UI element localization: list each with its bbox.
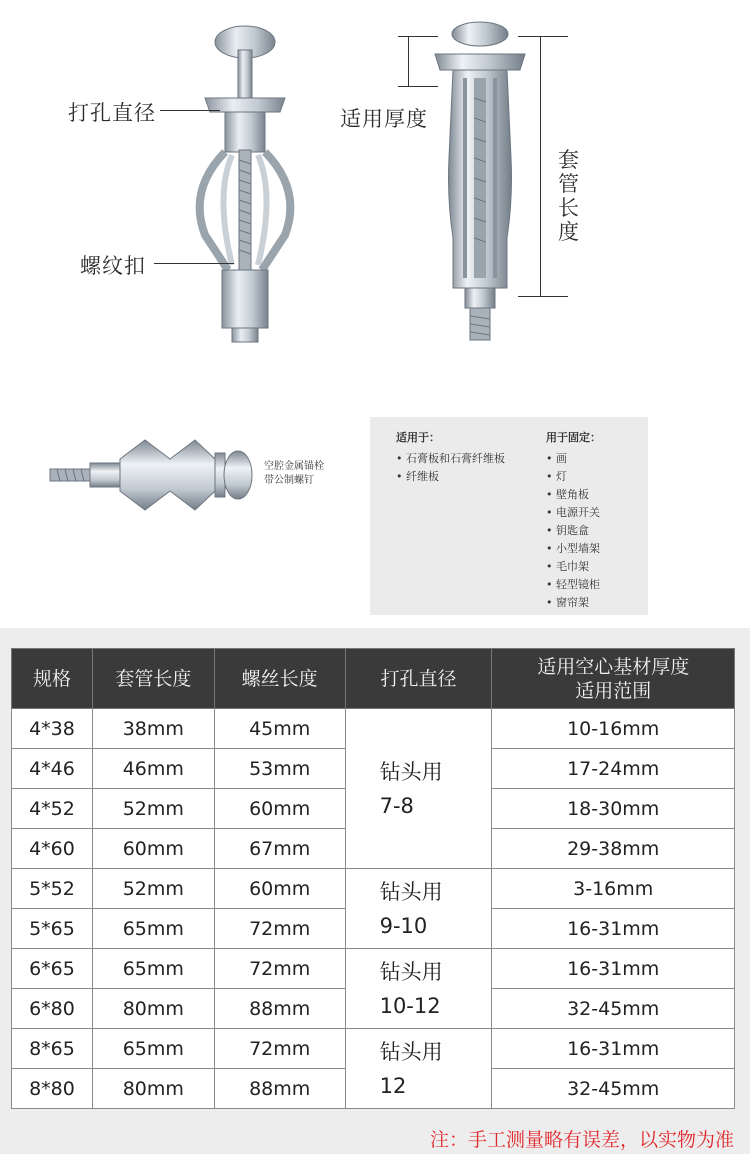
cell-spec: 8*80 [12, 1069, 93, 1109]
cell-range: 10-16mm [492, 709, 735, 749]
applicable-item: • 石膏板和石膏纤维板 [396, 450, 505, 468]
table-row [12, 709, 735, 749]
cell-sleeve: 65mm [92, 909, 214, 949]
fix-column [546, 429, 601, 612]
cell-sleeve: 80mm [92, 989, 214, 1029]
sleeve-bracket-bottom [518, 296, 568, 297]
fix-item: • 毛巾架 [546, 558, 601, 576]
thread-label: 螺纹扣 [80, 254, 146, 278]
sleeve-bracket-top [518, 36, 568, 37]
sleeve-bracket-line [540, 36, 541, 296]
header-hole-diameter: 打孔直径 [345, 649, 492, 709]
thread-leader [154, 263, 234, 264]
cell-range: 32-45mm [492, 989, 735, 1029]
cell-range: 32-45mm [492, 1069, 735, 1109]
cell-spec: 4*60 [12, 829, 93, 869]
cell-screw: 45mm [214, 709, 345, 749]
expanded-anchor-illustration [170, 20, 320, 350]
fix-item: • 灯 [546, 468, 601, 486]
cell-sleeve: 52mm [92, 789, 214, 829]
closed-anchor-illustration [425, 18, 535, 348]
cell-spec: 5*52 [12, 869, 93, 909]
applicable-title: 适用于： [396, 431, 440, 444]
cell-screw: 53mm [214, 749, 345, 789]
fix-item: • 小型墙架 [546, 540, 601, 558]
hole-diameter-leader [160, 110, 220, 111]
cell-screw: 72mm [214, 1029, 345, 1069]
cell-spec: 5*65 [12, 909, 93, 949]
cell-sleeve: 38mm [92, 709, 214, 749]
fix-item: • 钥匙盒 [546, 522, 601, 540]
fix-item: • 轻型镜柜 [546, 576, 601, 594]
cell-spec: 4*52 [12, 789, 93, 829]
cell-spec: 4*38 [12, 709, 93, 749]
fix-item: • 电源开关 [546, 504, 601, 522]
table-header-row [12, 649, 735, 709]
cell-screw: 88mm [214, 989, 345, 1029]
cell-range: 16-31mm [492, 1029, 735, 1069]
applicable-item: • 纤维板 [396, 468, 505, 486]
cell-range: 17-24mm [492, 749, 735, 789]
cell-sleeve: 65mm [92, 1029, 214, 1069]
measurement-footnote: 注：手工测量略有误差，以实物为准 [429, 1129, 734, 1151]
cell-sleeve: 65mm [92, 949, 214, 989]
cell-spec: 8*65 [12, 1029, 93, 1069]
thickness-bracket-bottom [398, 86, 438, 87]
fix-item: • 壁角板 [546, 486, 601, 504]
header-sleeve-length: 套管长度 [92, 649, 214, 709]
thickness-bracket-line [408, 36, 409, 86]
cell-drill-group-2: 钻头用 9-10 [345, 869, 492, 949]
fix-title: 用于固定： [546, 431, 601, 444]
usage-info-box [370, 417, 648, 615]
spec-table-section [0, 628, 750, 1154]
cell-sleeve: 80mm [92, 1069, 214, 1109]
cell-drill-group-4: 钻头用 12 [345, 1029, 492, 1109]
cell-sleeve: 46mm [92, 749, 214, 789]
horizontal-anchor-illustration [45, 425, 260, 525]
cell-spec: 4*46 [12, 749, 93, 789]
cell-range: 29-38mm [492, 829, 735, 869]
spec-table [11, 648, 735, 1109]
fix-item: • 窗帘架 [546, 594, 601, 612]
header-hollow-thickness: 适用空心基材厚度 适用范围 [492, 649, 735, 709]
hole-diameter-label: 打孔直径 [68, 101, 156, 125]
cell-screw: 67mm [214, 829, 345, 869]
cell-spec: 6*80 [12, 989, 93, 1029]
cell-range: 18-30mm [492, 789, 735, 829]
table-row [12, 1029, 735, 1069]
cell-spec: 6*65 [12, 949, 93, 989]
cell-sleeve: 52mm [92, 869, 214, 909]
cell-range: 16-31mm [492, 909, 735, 949]
thickness-bracket-top [398, 36, 438, 37]
cell-screw: 60mm [214, 789, 345, 829]
cell-sleeve: 60mm [92, 829, 214, 869]
cell-drill-group-1: 钻头用 7-8 [345, 709, 492, 869]
applicable-column [396, 429, 505, 486]
cell-screw: 60mm [214, 869, 345, 909]
cell-screw: 88mm [214, 1069, 345, 1109]
table-row [12, 949, 735, 989]
cell-range: 3-16mm [492, 869, 735, 909]
fix-item: • 画 [546, 450, 601, 468]
table-row [12, 869, 735, 909]
product-note: 空腔金属锚栓 带公制螺钉 [264, 461, 324, 486]
header-spec: 规格 [12, 649, 93, 709]
cell-screw: 72mm [214, 949, 345, 989]
cell-drill-group-3: 钻头用 10-12 [345, 949, 492, 1029]
sleeve-length-label: 套 管 长 度 [558, 148, 579, 244]
cell-range: 16-31mm [492, 949, 735, 989]
thickness-label: 适用厚度 [340, 107, 428, 131]
cell-screw: 72mm [214, 909, 345, 949]
header-screw-length: 螺丝长度 [214, 649, 345, 709]
